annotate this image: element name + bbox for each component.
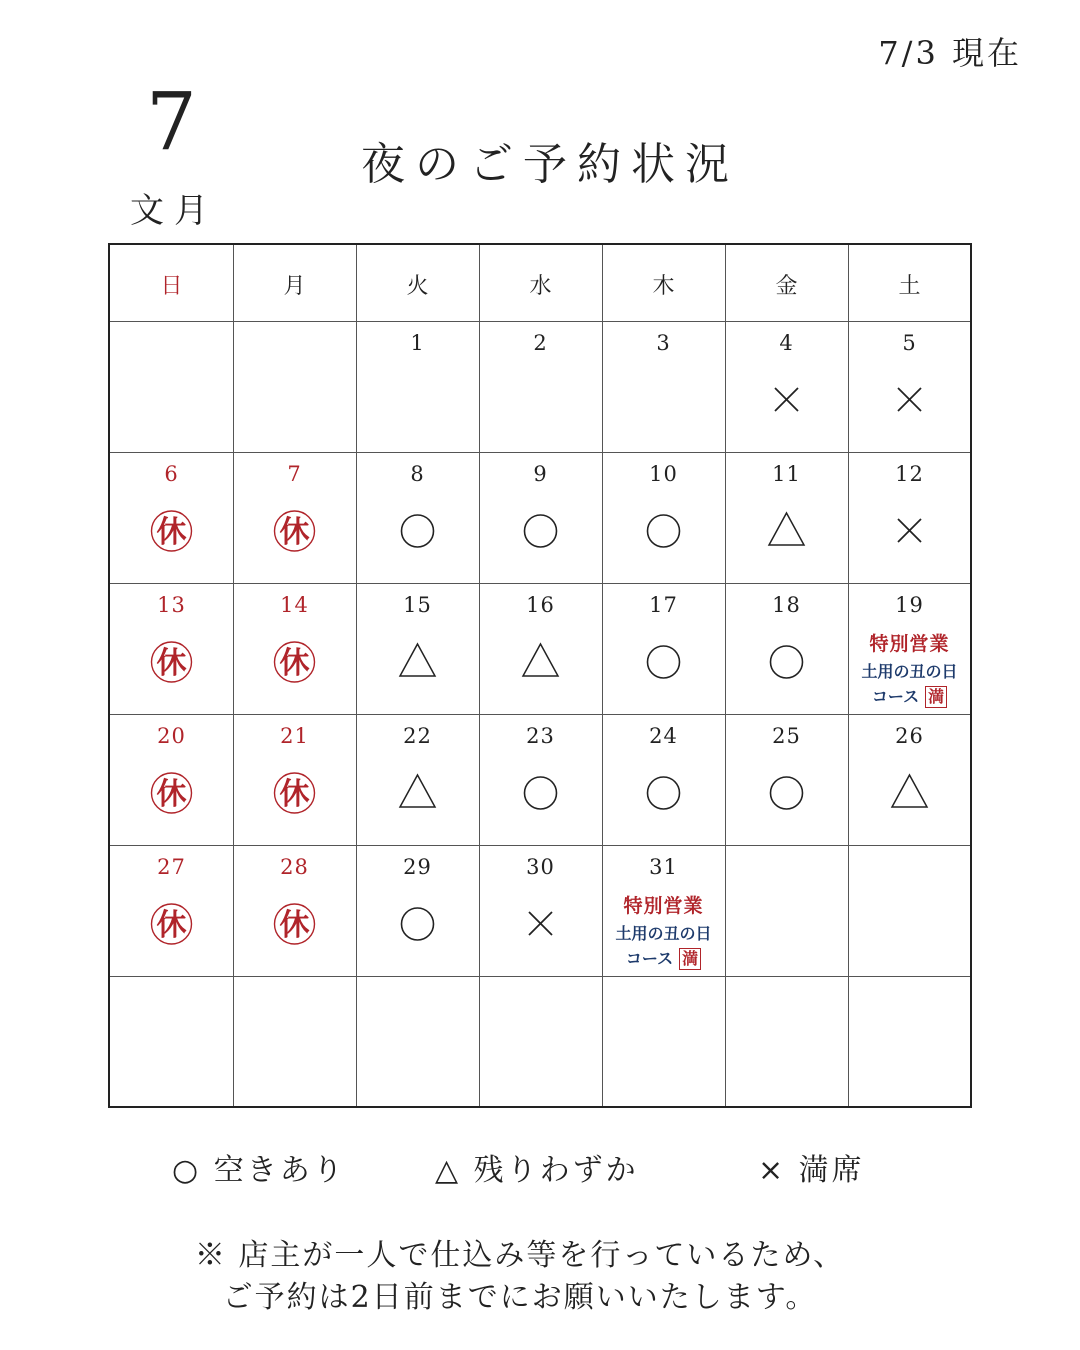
weekday-header: 土	[898, 274, 921, 299]
calendar-day-cell	[479, 714, 602, 845]
calendar-day-cell	[848, 845, 971, 976]
closed-stamp-icon	[233, 766, 356, 820]
calendar-day-cell	[110, 452, 233, 583]
special-course-line	[848, 684, 971, 708]
few-remaining-triangle-icon	[479, 635, 602, 689]
available-circle-icon	[479, 766, 602, 820]
day-number: 25	[772, 724, 801, 748]
calendar-day-cell	[848, 452, 971, 583]
calendar-day-cell	[233, 976, 356, 1106]
calendar-day-cell	[848, 714, 971, 845]
calendar-day-cell	[602, 976, 725, 1106]
day-number: 30	[526, 855, 555, 879]
special-event-name: 土用の丑の日	[861, 662, 958, 681]
calendar-day-cell	[356, 714, 479, 845]
day-number: 29	[403, 855, 432, 879]
full-badge: 満	[679, 948, 701, 970]
weekday-header: 月	[283, 274, 306, 299]
svg-text:休: 休	[156, 908, 187, 943]
calendar-day-cell	[233, 714, 356, 845]
available-circle-icon	[356, 897, 479, 951]
day-number: 8	[410, 462, 425, 486]
calendar-day-cell	[602, 583, 725, 714]
day-number: 27	[157, 855, 186, 879]
day-number: 3	[656, 331, 671, 355]
calendar-day-cell	[110, 321, 233, 452]
available-circle-icon	[479, 504, 602, 558]
svg-text:休: 休	[279, 515, 310, 550]
few-remaining-triangle-icon	[725, 504, 848, 558]
full-cross-icon	[725, 373, 848, 427]
calendar-day-cell	[848, 583, 971, 714]
available-circle-icon	[602, 504, 725, 558]
available-circle-icon	[602, 766, 725, 820]
closed-stamp-icon	[110, 766, 233, 820]
closed-stamp-icon	[110, 897, 233, 951]
day-number: 26	[895, 724, 924, 748]
calendar-day-cell	[110, 976, 233, 1106]
day-number: 6	[164, 462, 179, 486]
special-course-label: コース	[871, 687, 920, 706]
day-number: 7	[287, 462, 302, 486]
calendar-day-cell	[110, 714, 233, 845]
calendar-day-cell	[356, 452, 479, 583]
legend-available: ○ 空きあり	[172, 1153, 346, 1188]
month-name: 文月	[130, 191, 218, 231]
closed-stamp-icon	[110, 504, 233, 558]
svg-text:休: 休	[156, 646, 187, 681]
available-circle-icon	[602, 635, 725, 689]
day-number: 28	[280, 855, 309, 879]
calendar-day-cell	[602, 845, 725, 976]
calendar-day-cell	[233, 452, 356, 583]
calendar-day-cell	[479, 452, 602, 583]
calendar-day-cell	[602, 714, 725, 845]
weekday-header: 日	[160, 274, 183, 299]
day-number: 24	[649, 724, 678, 748]
few-remaining-triangle-icon	[356, 766, 479, 820]
available-circle-icon	[356, 504, 479, 558]
calendar-day-cell	[356, 583, 479, 714]
calendar-day-cell	[725, 321, 848, 452]
day-number: 10	[649, 462, 678, 486]
calendar-day-cell	[233, 321, 356, 452]
closed-stamp-icon	[233, 504, 356, 558]
weekday-header: 水	[529, 274, 552, 299]
closed-stamp-icon	[233, 635, 356, 689]
day-number: 14	[280, 593, 309, 617]
closed-stamp-icon	[233, 897, 356, 951]
weekday-header: 木	[652, 274, 675, 299]
calendar-day-cell	[479, 845, 602, 976]
day-number: 4	[779, 331, 794, 355]
day-number: 5	[902, 331, 917, 355]
full-cross-icon	[479, 897, 602, 951]
calendar-day-cell	[725, 976, 848, 1106]
calendar-day-cell	[848, 976, 971, 1106]
calendar-day-cell	[725, 452, 848, 583]
calendar-day-cell	[602, 452, 725, 583]
svg-text:休: 休	[279, 777, 310, 812]
calendar-day-cell	[479, 583, 602, 714]
day-number: 21	[280, 724, 309, 748]
full-badge: 満	[925, 686, 947, 708]
calendar-day-cell	[725, 583, 848, 714]
svg-text:休: 休	[156, 515, 187, 550]
day-number: 9	[533, 462, 548, 486]
available-circle-icon	[725, 766, 848, 820]
calendar-day-cell	[233, 583, 356, 714]
few-remaining-triangle-icon	[848, 766, 971, 820]
calendar-day-cell	[479, 321, 602, 452]
calendar-day-cell	[110, 845, 233, 976]
calendar-day-cell	[602, 321, 725, 452]
full-cross-icon	[848, 373, 971, 427]
svg-text:休: 休	[279, 646, 310, 681]
day-number: 18	[772, 593, 801, 617]
weekday-header: 金	[775, 274, 798, 299]
day-number: 22	[403, 724, 432, 748]
month-number: 7	[146, 75, 197, 168]
available-circle-icon	[725, 635, 848, 689]
legend-few: △ 残りわずか	[435, 1153, 639, 1188]
full-cross-icon	[848, 504, 971, 558]
day-number: 20	[157, 724, 186, 748]
page-title: 夜のご予約状況	[361, 139, 739, 190]
special-event-label: 特別営業	[623, 895, 704, 917]
calendar-day-cell	[725, 845, 848, 976]
updated-date: 7/3 現在	[878, 34, 1022, 72]
day-number: 1	[410, 331, 425, 355]
note-line-1: ※ 店主が一人で仕込み等を行っているため、	[194, 1238, 846, 1273]
calendar-grid	[108, 243, 972, 1108]
closed-stamp-icon	[110, 635, 233, 689]
calendar-day-cell	[110, 583, 233, 714]
day-number: 13	[157, 593, 186, 617]
calendar-day-cell	[848, 321, 971, 452]
svg-text:休: 休	[279, 908, 310, 943]
day-number: 31	[649, 855, 678, 879]
special-course-line	[602, 946, 725, 970]
day-number: 2	[533, 331, 548, 355]
day-number: 17	[649, 593, 678, 617]
day-number: 16	[526, 593, 555, 617]
day-number: 15	[403, 593, 432, 617]
special-event-label: 特別営業	[869, 633, 950, 655]
weekday-header: 火	[406, 274, 429, 299]
day-number: 19	[895, 593, 924, 617]
calendar-day-cell	[479, 976, 602, 1106]
day-number: 23	[526, 724, 555, 748]
day-number: 11	[772, 462, 801, 486]
legend-full: × 満席	[758, 1153, 865, 1188]
calendar-day-cell	[356, 321, 479, 452]
calendar-day-cell	[356, 976, 479, 1106]
day-number: 12	[895, 462, 924, 486]
calendar-day-cell	[356, 845, 479, 976]
calendar-day-cell	[725, 714, 848, 845]
note-line-2: ご予約は2日前までにお願いいたします。	[222, 1280, 818, 1315]
calendar-day-cell	[233, 845, 356, 976]
svg-text:休: 休	[156, 777, 187, 812]
few-remaining-triangle-icon	[356, 635, 479, 689]
special-course-label: コース	[625, 949, 674, 968]
special-event-name: 土用の丑の日	[615, 924, 712, 943]
